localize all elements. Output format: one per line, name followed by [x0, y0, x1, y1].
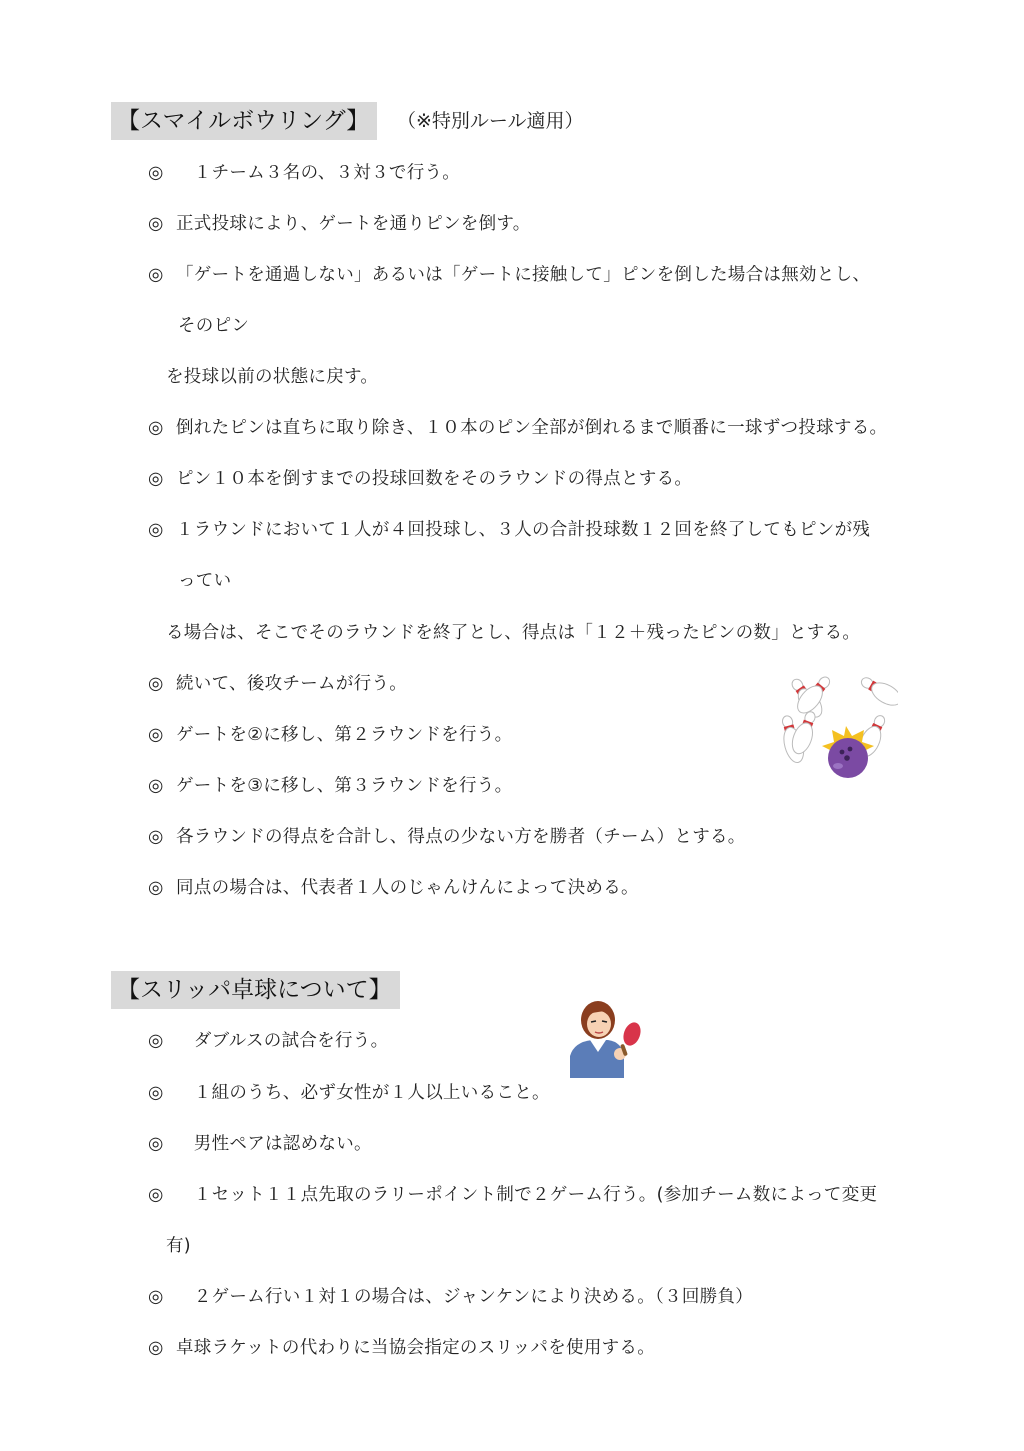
rule-text: 有) — [166, 1236, 191, 1256]
rule-line — [148, 467, 692, 491]
rule-text: ピン１０本を倒すまでの投球回数をそのラウンドの得点とする。 — [176, 469, 693, 489]
rule-continuation — [178, 569, 231, 593]
rule-continuation — [178, 314, 249, 338]
rule-text: ２ゲーム行い１対１の場合は、ジャンケンにより決める。（３回勝負） — [176, 1287, 754, 1307]
rule-continuation — [166, 365, 378, 389]
rule-text: ゲートを②に移し、第２ラウンドを行う。 — [176, 725, 513, 745]
rule-text: そのピン — [178, 316, 250, 336]
rule-text: １チーム３名の、３対３で行う。 — [176, 163, 461, 183]
bullet-mark: ◎ — [148, 469, 164, 489]
rule-line — [148, 672, 407, 696]
rule-text: 続いて、後攻チームが行う。 — [176, 674, 408, 694]
rule-line — [148, 825, 746, 849]
bullet-mark: ◎ — [148, 520, 164, 540]
section-title-slipper-pingpong: 【スリッパ卓球について】 — [111, 971, 400, 1009]
rule-line — [148, 518, 870, 542]
bullet-mark: ◎ — [148, 776, 164, 796]
rule-text: １組のうち、必ず女性が１人以上いること。 — [176, 1083, 550, 1103]
rule-text: 同点の場合は、代表者１人のじゃんけんによって決める。 — [176, 878, 639, 898]
bullet-mark: ◎ — [148, 725, 164, 745]
rule-line — [148, 263, 870, 287]
rule-text: ゲートを③に移し、第３ラウンドを行う。 — [176, 776, 513, 796]
rule-line — [148, 1336, 655, 1360]
bullet-mark: ◎ — [148, 214, 164, 234]
bullet-mark: ◎ — [148, 1287, 164, 1307]
bullet-mark: ◎ — [148, 1134, 164, 1154]
bullet-mark: ◎ — [148, 1185, 164, 1205]
rule-text: 「ゲートを通過しない」あるいは「ゲートに接触して」ピンを倒した場合は無効とし、 — [176, 265, 871, 285]
bullet-mark: ◎ — [148, 674, 164, 694]
bullet-mark: ◎ — [148, 265, 164, 285]
rule-line — [148, 1183, 877, 1207]
bullet-mark: ◎ — [148, 827, 164, 847]
rule-text: 倒れたピンは直ちに取り除き、１０本のピン全部が倒れるまで順番に一球ずつ投球する。 — [176, 418, 888, 438]
rule-line — [148, 1285, 753, 1309]
special-rule-note: （※特別ルール適用） — [397, 110, 584, 132]
rule-text: を投球以前の状態に戻す。 — [166, 367, 379, 387]
rule-line — [148, 1132, 372, 1156]
bullet-mark: ◎ — [148, 1031, 164, 1051]
rule-line — [148, 416, 887, 440]
section-title-smile-bowling: 【スマイルボウリング】 — [111, 102, 377, 140]
bullet-mark: ◎ — [148, 418, 164, 438]
rule-continuation — [166, 1234, 191, 1258]
woman-player-icon — [570, 1001, 626, 1078]
rule-line — [148, 212, 531, 236]
rule-text: １ラウンドにおいて１人が４回投球し、３人の合計投球数１２回を終了してもピンが残 — [176, 520, 871, 540]
rule-continuation — [166, 621, 860, 645]
bowling-illustration — [772, 676, 898, 784]
bullet-mark: ◎ — [148, 878, 164, 898]
rule-line — [148, 1081, 550, 1105]
bullet-mark: ◎ — [148, 163, 164, 183]
bullet-mark: ◎ — [148, 1083, 164, 1103]
rule-text: 卓球ラケットの代わりに当協会指定のスリッパを使用する。 — [176, 1338, 656, 1358]
rule-text: １セット１１点先取のラリーポイント制で２ゲーム行う。(参加チーム数によって変更 — [176, 1185, 878, 1205]
rule-line — [148, 876, 639, 900]
rule-text: 正式投球により、ゲートを通りピンを倒す。 — [176, 214, 531, 234]
rule-text: 各ラウンドの得点を合計し、得点の少ない方を勝者（チーム）とする。 — [176, 827, 746, 847]
rule-text: ダブルスの試合を行う。 — [176, 1031, 389, 1051]
rule-line — [148, 723, 512, 747]
rule-line — [148, 1029, 388, 1053]
paddle-icon — [620, 1020, 644, 1056]
rule-line — [148, 774, 512, 798]
rule-text: 男性ペアは認めない。 — [176, 1134, 372, 1154]
pingpong-player-illustration — [564, 992, 646, 1078]
rule-line — [148, 161, 460, 185]
rule-text: ってい — [178, 571, 232, 591]
bullet-mark: ◎ — [148, 1338, 164, 1358]
rule-text: る場合は、そこでそのラウンドを終了とし、得点は「１２＋残ったピンの数」とする。 — [166, 623, 861, 643]
